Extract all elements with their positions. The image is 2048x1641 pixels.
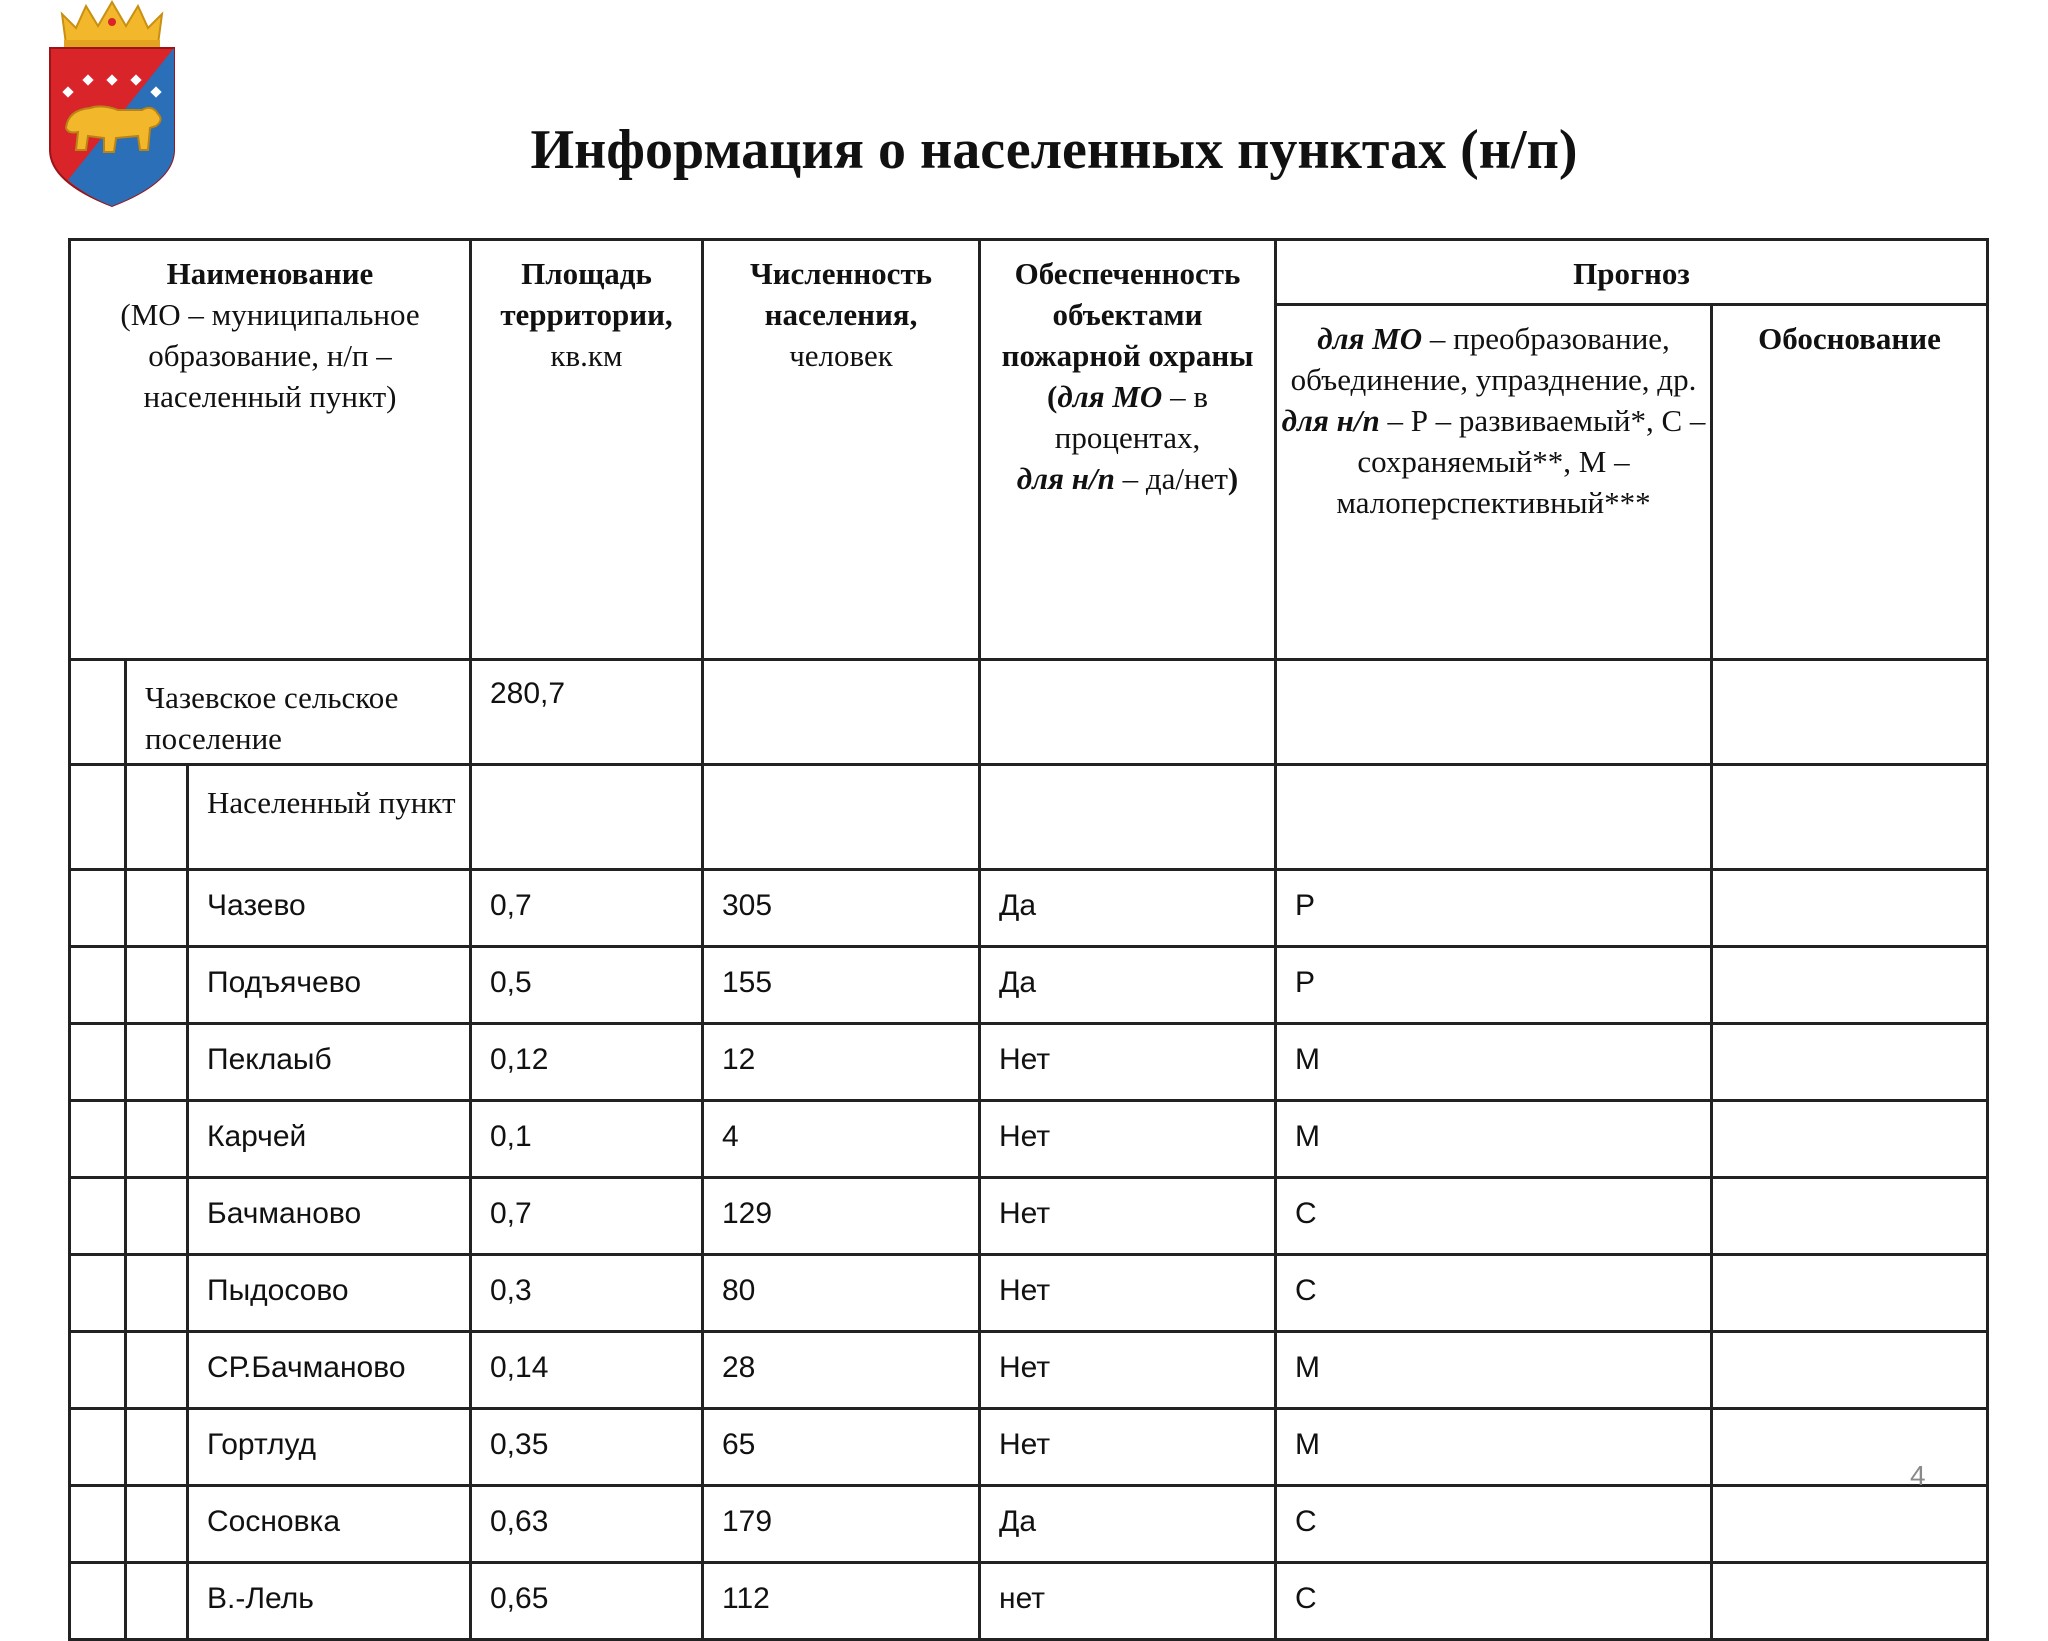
settlement-justification xyxy=(1712,1332,1988,1409)
settlement-area: 0,7 xyxy=(471,870,703,947)
indent-cell xyxy=(70,1563,126,1640)
indent-cell xyxy=(70,1332,126,1409)
settlement-name: Гортлуд xyxy=(188,1409,471,1486)
settlement-fire-protection: Нет xyxy=(980,1332,1276,1409)
settlement-fire-protection: Да xyxy=(980,1486,1276,1563)
header-fire-protection: Обеспеченность объектами пожарной охраны (для МО – в процентах, для н/п – да/нет) xyxy=(980,240,1276,660)
indent-cell xyxy=(126,1332,188,1409)
settlement-fire-protection: Нет xyxy=(980,1255,1276,1332)
header-population: Численность населения, человек xyxy=(703,240,980,660)
settlement-fire-protection: нет xyxy=(980,1563,1276,1640)
settlement-forecast: М xyxy=(1276,1409,1712,1486)
indent-cell xyxy=(126,947,188,1024)
indent-cell xyxy=(70,947,126,1024)
settlement-fire-protection: Нет xyxy=(980,1024,1276,1101)
settlement-population: 65 xyxy=(703,1409,980,1486)
settlement-fire-protection: Нет xyxy=(980,1178,1276,1255)
indent-cell xyxy=(70,1024,126,1101)
settlement-forecast: С xyxy=(1276,1486,1712,1563)
settlement-fire-protection: Нет xyxy=(980,1101,1276,1178)
settlement-justification xyxy=(1712,1101,1988,1178)
settlement-population: 28 xyxy=(703,1332,980,1409)
settlement-forecast: М xyxy=(1276,1101,1712,1178)
settlement-area: 0,5 xyxy=(471,947,703,1024)
indent-cell xyxy=(126,1178,188,1255)
settlement-population: 80 xyxy=(703,1255,980,1332)
settlement-population: 12 xyxy=(703,1024,980,1101)
table-row xyxy=(70,947,1988,1024)
settlement-population: 112 xyxy=(703,1563,980,1640)
indent-cell xyxy=(70,765,126,870)
settlement-area: 0,63 xyxy=(471,1486,703,1563)
indent-cell xyxy=(70,1178,126,1255)
settlement-justification xyxy=(1712,1255,1988,1332)
settlement-area: 0,35 xyxy=(471,1409,703,1486)
settlement-population: 305 xyxy=(703,870,980,947)
settlement-name: Чазево xyxy=(188,870,471,947)
settlement-rows xyxy=(70,870,1988,1640)
settlement-area: 0,65 xyxy=(471,1563,703,1640)
table-row xyxy=(70,1255,1988,1332)
crown-icon xyxy=(62,2,162,48)
page-title: Информация о населенных пунктах (н/п) xyxy=(530,119,1578,181)
table-row xyxy=(70,1563,1988,1640)
settlement-population: 129 xyxy=(703,1178,980,1255)
table-row xyxy=(70,1409,1988,1486)
indent-cell xyxy=(126,1563,188,1640)
settlement-name: В.-Лель xyxy=(188,1563,471,1640)
settlement-name: Сосновка xyxy=(188,1486,471,1563)
indent-cell xyxy=(70,1255,126,1332)
settlement-fire-protection: Да xyxy=(980,947,1276,1024)
table-row xyxy=(70,870,1988,947)
indent-cell xyxy=(70,870,126,947)
indent-cell xyxy=(70,660,126,765)
settlement-forecast: С xyxy=(1276,1563,1712,1640)
table-row xyxy=(70,1332,1988,1409)
mo-area: 280,7 xyxy=(471,660,703,765)
header-justification: Обоснование xyxy=(1712,305,1988,660)
settlement-area: 0,1 xyxy=(471,1101,703,1178)
settlement-forecast: Р xyxy=(1276,947,1712,1024)
settlement-justification xyxy=(1712,947,1988,1024)
table-row xyxy=(70,1178,1988,1255)
indent-cell xyxy=(126,1255,188,1332)
mo-name: Чазевское сельское поселение xyxy=(126,660,471,765)
table-row xyxy=(70,1024,1988,1101)
settlement-population: 155 xyxy=(703,947,980,1024)
settlement-forecast: Р xyxy=(1276,870,1712,947)
settlements-table xyxy=(68,238,1989,1641)
np-label: Населенный пункт xyxy=(188,765,471,870)
indent-cell xyxy=(126,1486,188,1563)
indent-cell xyxy=(70,1101,126,1178)
header-forecast: Прогноз xyxy=(1276,240,1988,305)
settlement-name: Подъячево xyxy=(188,947,471,1024)
settlement-name: СР.Бачманово xyxy=(188,1332,471,1409)
settlement-area: 0,12 xyxy=(471,1024,703,1101)
indent-cell xyxy=(70,1486,126,1563)
indent-cell xyxy=(126,765,188,870)
settlement-forecast: С xyxy=(1276,1178,1712,1255)
settlement-forecast: С xyxy=(1276,1255,1712,1332)
settlement-justification xyxy=(1712,1178,1988,1255)
indent-cell xyxy=(126,1101,188,1178)
header-name: Наименование (МО – муниципальное образование, н/п – населенный пункт) xyxy=(70,240,471,660)
settlement-forecast: М xyxy=(1276,1024,1712,1101)
settlement-justification xyxy=(1712,1563,1988,1640)
table-row xyxy=(70,1101,1988,1178)
indent-cell xyxy=(126,870,188,947)
settlement-fire-protection: Да xyxy=(980,870,1276,947)
settlement-name: Пыдосово xyxy=(188,1255,471,1332)
settlement-name: Бачманово xyxy=(188,1178,471,1255)
header-area: Площадь территории, кв.км xyxy=(471,240,703,660)
settlement-justification xyxy=(1712,870,1988,947)
indent-cell xyxy=(126,1024,188,1101)
header-forecast-type: для МО – преобразование, объединение, упразднение, др. для н/п – Р – развиваемый*, С – сохраняемый**, М – малоперспективный*** xyxy=(1276,305,1712,660)
settlement-justification xyxy=(1712,1024,1988,1101)
indent-cell xyxy=(126,1409,188,1486)
settlement-population: 4 xyxy=(703,1101,980,1178)
table-row xyxy=(70,1486,1988,1563)
settlement-justification xyxy=(1712,1486,1988,1563)
settlement-name: Пеклаыб xyxy=(188,1024,471,1101)
settlement-name: Карчей xyxy=(188,1101,471,1178)
settlement-fire-protection: Нет xyxy=(980,1409,1276,1486)
settlement-area: 0,3 xyxy=(471,1255,703,1332)
settlement-area: 0,7 xyxy=(471,1178,703,1255)
indent-cell xyxy=(70,1409,126,1486)
settlement-forecast: М xyxy=(1276,1332,1712,1409)
settlement-population: 179 xyxy=(703,1486,980,1563)
settlement-area: 0,14 xyxy=(471,1332,703,1409)
page-number: 4 xyxy=(1910,1460,1926,1491)
settlement-justification xyxy=(1712,1409,1988,1486)
